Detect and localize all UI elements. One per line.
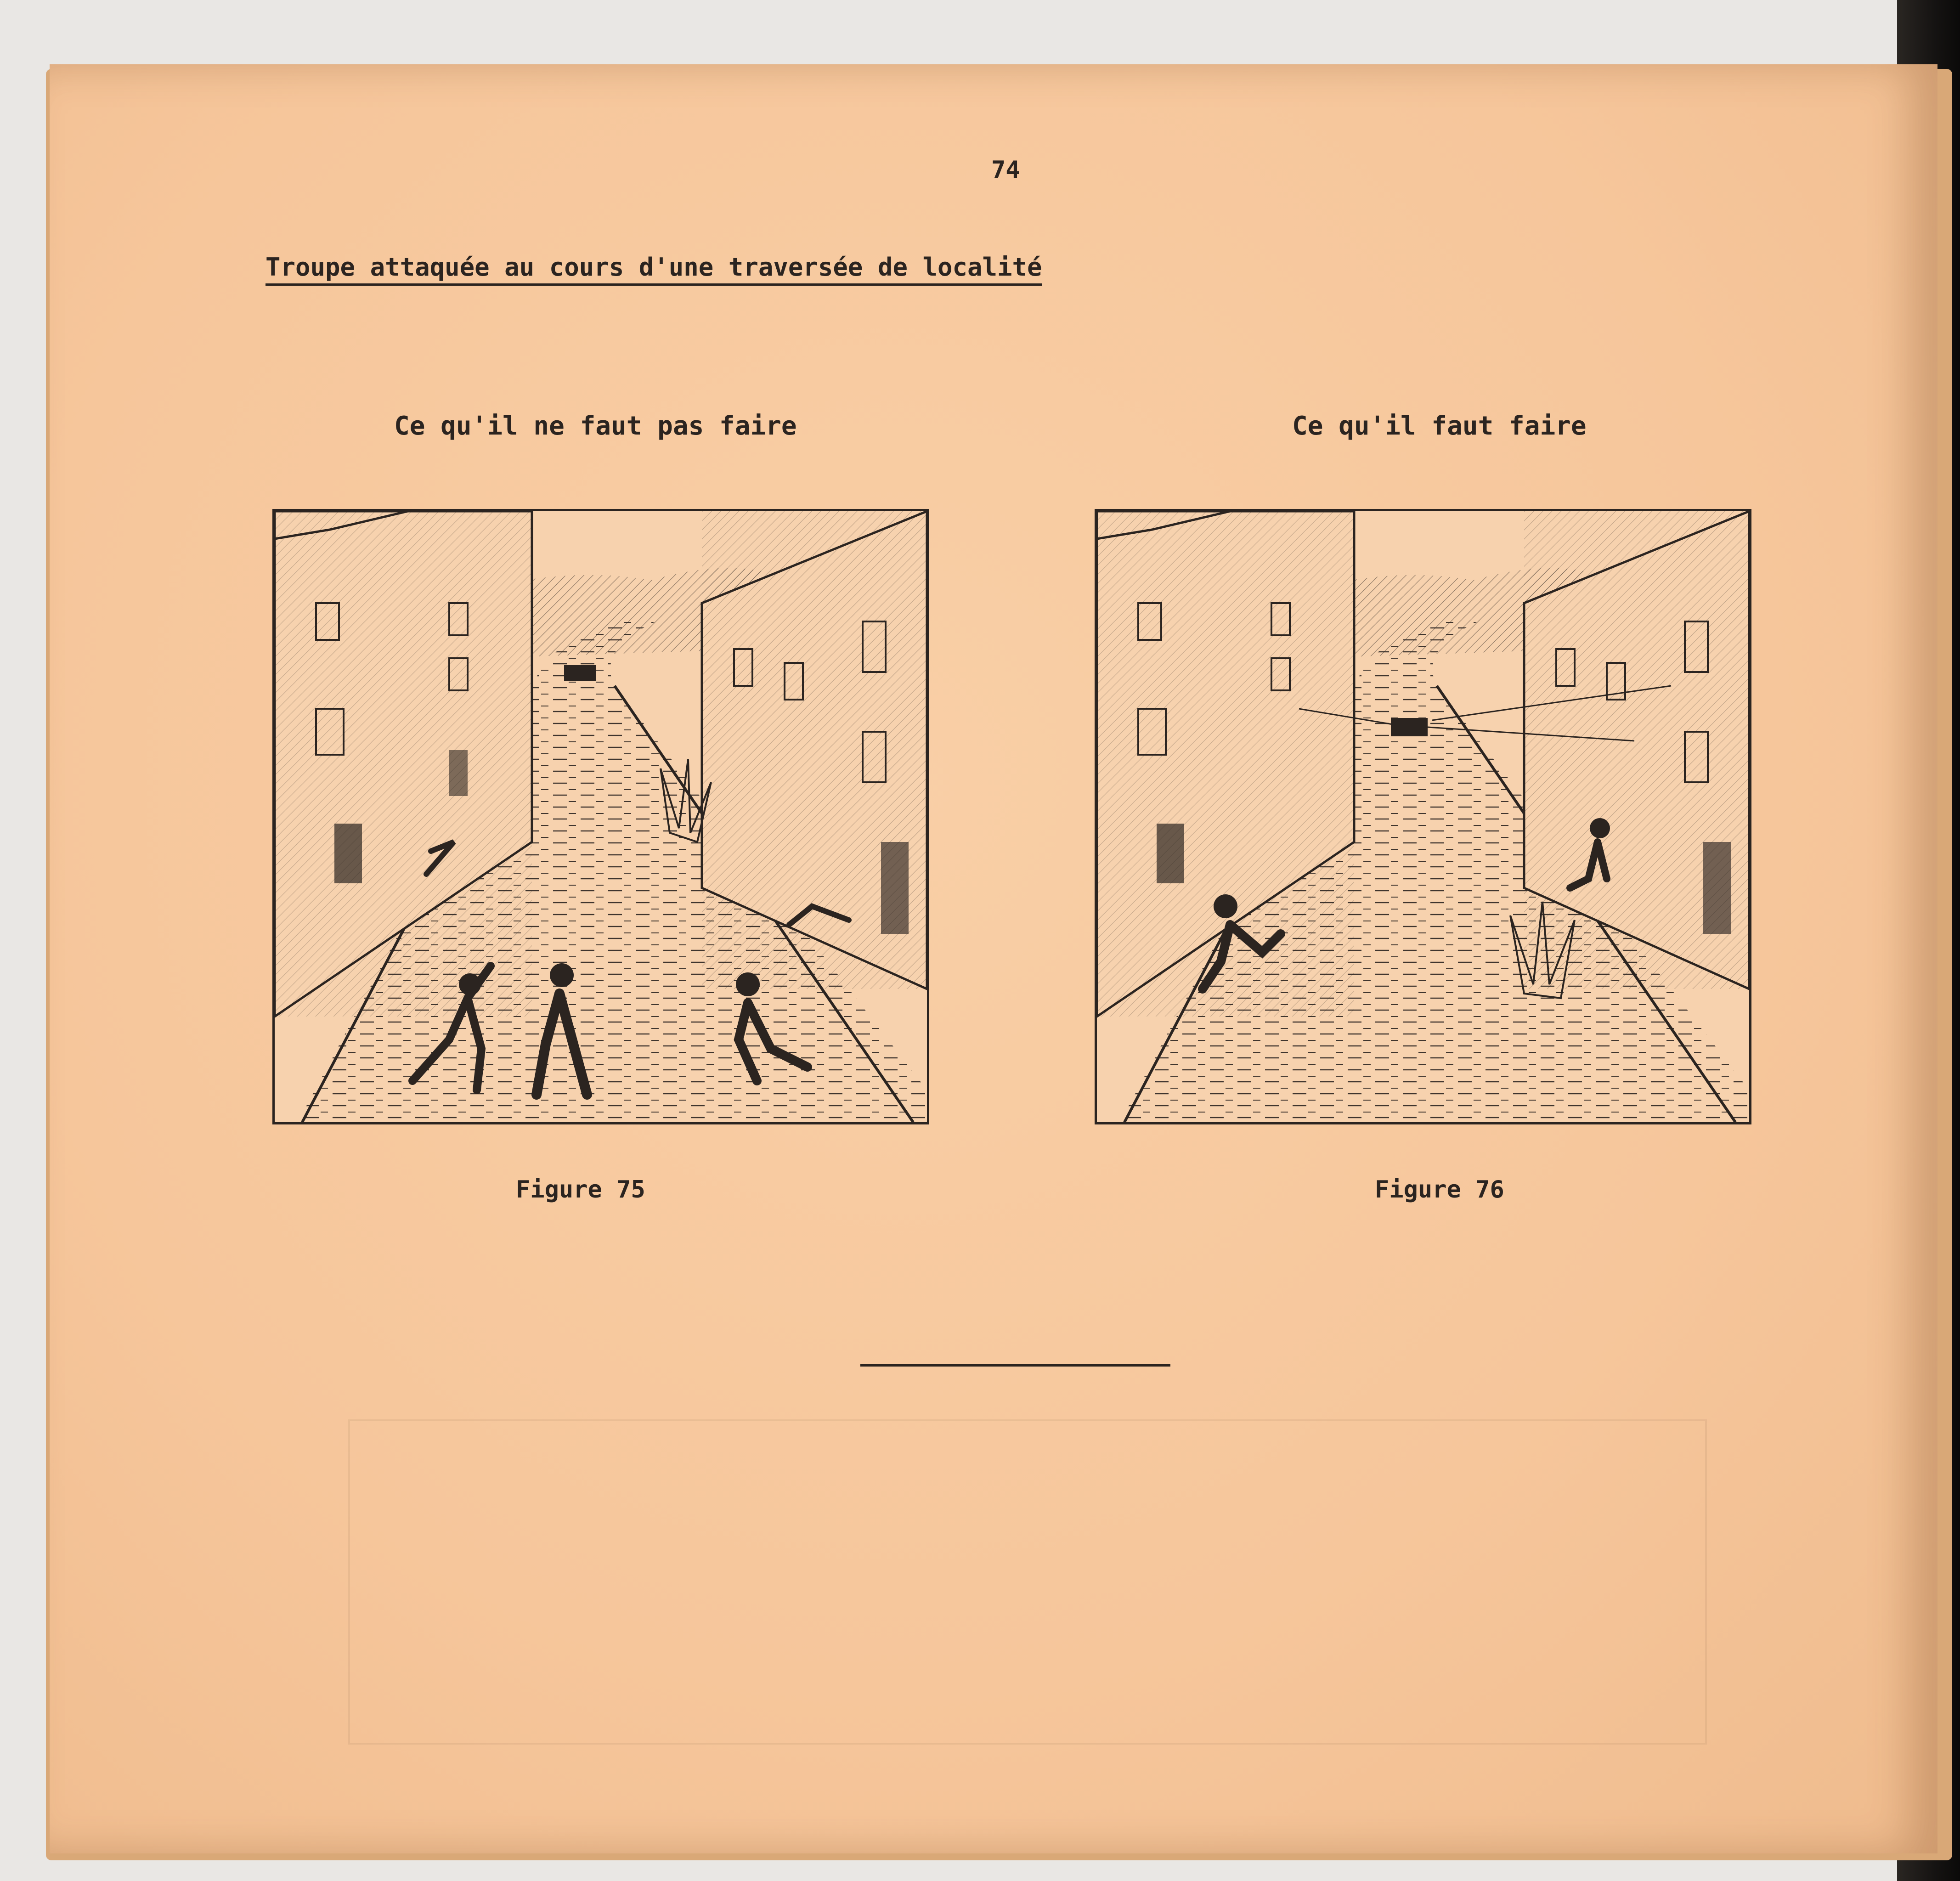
figure-75-caption: Ce qu'il ne faut pas faire	[394, 411, 797, 441]
bleed-through-shadow	[348, 1419, 1707, 1745]
figure-76-label: Figure 76	[1375, 1176, 1504, 1203]
figure-76-caption: Ce qu'il faut faire	[1292, 411, 1587, 441]
figure-75-illustration	[272, 509, 929, 1124]
page-title: Troupe attaquée au cours d'une traversée de localité	[265, 253, 1042, 286]
page-number: 74	[991, 156, 1020, 184]
section-divider	[860, 1364, 1170, 1367]
figure-76-illustration	[1095, 509, 1751, 1124]
figure-75-label: Figure 75	[516, 1176, 645, 1203]
document-page	[50, 64, 1937, 1853]
